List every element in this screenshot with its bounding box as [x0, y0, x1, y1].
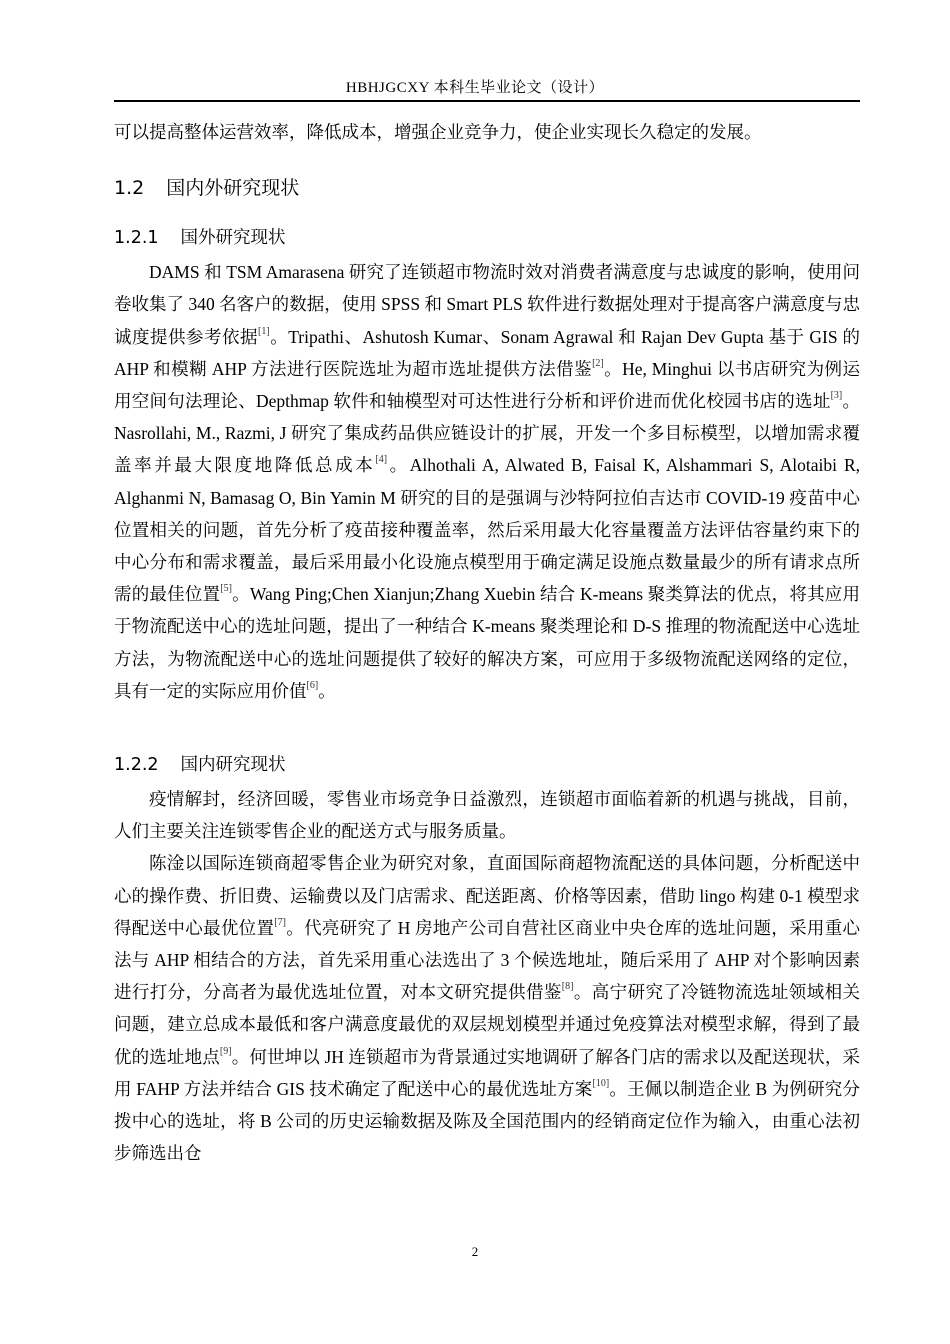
section-title: 国内外研究现状	[166, 177, 300, 200]
citation-5[interactable]: [5]	[220, 583, 232, 595]
section-number: 1.2	[114, 177, 145, 200]
paragraph-domestic-research: 陈淦以国际连锁商超零售企业为研究对象，直面国际商超物流配送的具体问题，分析配送中心的操作费、折旧费、运输费以及门店需求、配送距离、价格等因素，借助 lingo 构建 0-1 模型求得配送中心最优位置[7]。代亮研究了 H 房地产公司自营社区商业中央仓库的选址问题，采用重心法与 AHP 相结合的方法，首先采用重心法选出了 3 个候选地址，随后采用了 AHP 对个影响因素进行打分，分高者为最优选址位置，对本文研究提供借鉴[8]。高宁研究了冷链物流选址领域相关问题，建立总成本最低和客户满意度最优的双层规划模型并通过免疫算法对模型求解，得到了最优的选址地点[9]。何世坤以 JH 连锁超市为背景通过实地调研了解各门店的需求以及配送现状，采用 FAHP 方法并结合 GIS 技术确定了配送中心的最优选址方案[10]。王佩以制造企业 B 为例研究分拨中心的选址，将 B 公司的历史运输数据及陈及全国范围内的经销商定位作为输入，由重心法初步筛选出仓	[114, 853, 861, 1164]
paragraph-domestic-intro: 疫情解封，经济回暖，零售业市场竞争日益激烈，连锁超市面临着新的机遇与挑战，目前，人们主要关注连锁零售企业的配送方式与服务质量。	[114, 789, 860, 842]
section-title: 国外研究现状	[180, 228, 286, 249]
citation-4[interactable]: [4]	[375, 454, 388, 466]
paragraph-foreign-research: DAMS 和 TSM Amarasena 研究了连锁超市物流时效对消费者满意度与忠诚度的影响，使用问卷收集了 340 名客户的数据，使用 SPSS 和 Smart PLS 软件进行数据处理对于提高客户满意度与忠诚度提供参考依据[1]。Tripathi、Ashutosh Kumar、Sonam Agrawal 和 Rajan Dev Gupta 基于 GIS 的 AHP 和模糊 AHP 方法进行医院选址为超市选址提供方法借鉴[2]。He, Minghui 以书店研究为例运用空间句法理论、Depthmap 软件和轴模型对可达性进行分析和评价进而优化校园书店的选址[3]。Nasrollahi, M., Razmi, J 研究了集成药品供应链设计的扩展，开发一个多目标模型，以增加需求覆盖率并最大限度地降低总成本[4]。Alhothali A, Alwated B, Faisal K, Alshammari S, Alotaibi R, Alghanmi N, Bamasag O, Bin Yamin M 研究的目的是强调与沙特阿拉伯吉达市 COVID-19 疫苗中心位置相关的问题，首先分析了疫苗接种覆盖率，然后采用最大化容量覆盖方法评估容量约束下的中心分布和需求覆盖，最后采用最小化设施点模型用于确定满足设施点数量最少的所有请求点所需的最佳位置[5]。Wang Ping;Chen Xianjun;Zhang Xuebin 结合 K-means 聚类算法的优点，将其应用于物流配送中心的选址问题，提出了一种结合 K-means 聚类理论和 D-S 推理的物流配送中心选址方法，为物流配送中心的选址问题提供了较好的解决方案，可应用于多级物流配送网络的定位，具有一定的实际应用价值[6]。	[114, 262, 861, 701]
section-heading-1-2	[114, 174, 860, 202]
citation-10[interactable]: [10]	[592, 1077, 610, 1089]
page-content	[114, 116, 860, 1169]
citation-6[interactable]: [6]	[306, 679, 319, 691]
section-heading-1-2-2	[114, 751, 860, 779]
intro-line: 可以提高整体运营效率，降低成本，增强企业竞争力，使企业实现长久稳定的发展。	[114, 122, 762, 142]
citation-9[interactable]: [9]	[219, 1045, 232, 1057]
section-number: 1.2.1	[114, 228, 159, 249]
header-rule	[114, 100, 860, 102]
section-number: 1.2.2	[114, 755, 159, 776]
citation-1[interactable]: [1]	[258, 325, 270, 337]
citation-7[interactable]: [7]	[274, 916, 286, 928]
citation-8[interactable]: [8]	[561, 981, 574, 993]
citation-2[interactable]: [2]	[592, 357, 604, 369]
page-number: 2	[471, 1244, 479, 1259]
citation-3[interactable]: [3]	[830, 390, 843, 402]
section-heading-1-2-1	[114, 224, 860, 252]
section-title: 国内研究现状	[180, 755, 286, 776]
running-header: HBHJGCXY 本科生毕业论文（设计）	[345, 80, 605, 96]
